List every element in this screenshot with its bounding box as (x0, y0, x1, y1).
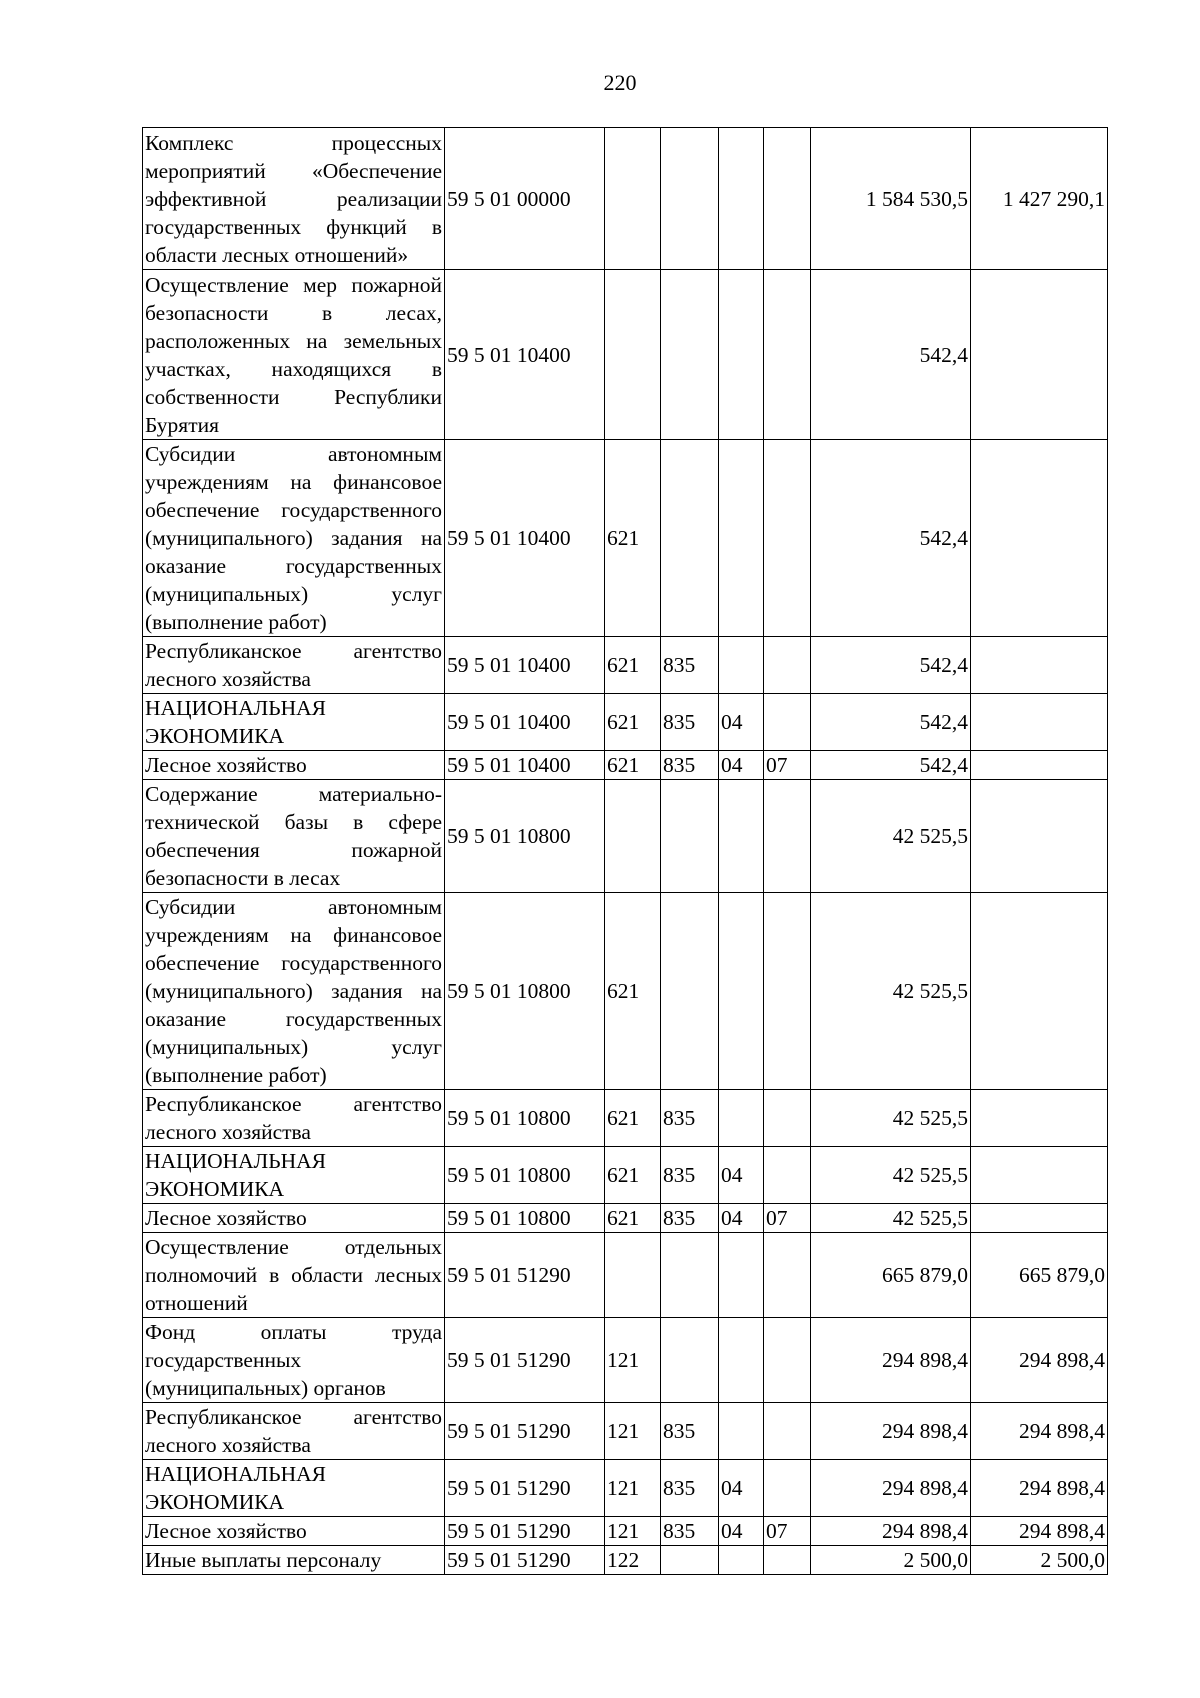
amount-year-2 (971, 270, 1108, 440)
subsection-code: 07 (764, 1204, 811, 1233)
amount-year-1: 294 898,4 (811, 1517, 971, 1546)
ministry-code: 835 (661, 751, 719, 780)
item-name: НАЦИОНАЛЬНАЯ ЭКОНОМИКА (143, 1147, 445, 1204)
section-code: 04 (719, 694, 764, 751)
subsection-code (764, 637, 811, 694)
target-code: 59 5 01 51290 (445, 1318, 605, 1403)
table-row (143, 893, 1108, 1090)
expense-type: 121 (605, 1460, 661, 1517)
table-row (143, 637, 1108, 694)
subsection-code (764, 1460, 811, 1517)
ministry-code (661, 440, 719, 637)
expense-type: 621 (605, 893, 661, 1090)
section-code (719, 1403, 764, 1460)
expense-type (605, 128, 661, 270)
amount-year-1: 294 898,4 (811, 1403, 971, 1460)
target-code: 59 5 01 51290 (445, 1546, 605, 1575)
item-name: Осуществление отдельных полномочий в области лесных отношений (143, 1233, 445, 1318)
expense-type: 122 (605, 1546, 661, 1575)
subsection-code (764, 1403, 811, 1460)
target-code: 59 5 01 51290 (445, 1233, 605, 1318)
section-code: 04 (719, 751, 764, 780)
subsection-code (764, 440, 811, 637)
ministry-code (661, 270, 719, 440)
expense-type: 121 (605, 1318, 661, 1403)
item-name: Субсидии автономным учреждениям на финансовое обеспечение государственного (муниципального) задания на оказание государственных (муниципальных) услуг (выполнение работ) (143, 893, 445, 1090)
table-row (143, 780, 1108, 893)
target-code: 59 5 01 51290 (445, 1460, 605, 1517)
section-code (719, 1546, 764, 1575)
section-code (719, 1318, 764, 1403)
subsection-code (764, 270, 811, 440)
table-row (143, 1204, 1108, 1233)
ministry-code (661, 1233, 719, 1318)
item-name: Республиканское агентство лесного хозяйства (143, 1403, 445, 1460)
item-name: Фонд оплаты труда государственных (муниципальных) органов (143, 1318, 445, 1403)
expense-type: 621 (605, 1204, 661, 1233)
table-row (143, 694, 1108, 751)
ministry-code (661, 893, 719, 1090)
amount-year-1: 542,4 (811, 270, 971, 440)
amount-year-2 (971, 1204, 1108, 1233)
expense-type: 121 (605, 1403, 661, 1460)
target-code: 59 5 01 10400 (445, 751, 605, 780)
amount-year-2: 2 500,0 (971, 1546, 1108, 1575)
ministry-code: 835 (661, 1147, 719, 1204)
item-name: Лесное хозяйство (143, 751, 445, 780)
table-row (143, 1318, 1108, 1403)
expense-type (605, 1233, 661, 1318)
item-name: НАЦИОНАЛЬНАЯ ЭКОНОМИКА (143, 694, 445, 751)
table-row (143, 128, 1108, 270)
table-row (143, 1517, 1108, 1546)
amount-year-1: 42 525,5 (811, 1090, 971, 1147)
section-code: 04 (719, 1460, 764, 1517)
amount-year-1: 542,4 (811, 694, 971, 751)
amount-year-1: 542,4 (811, 751, 971, 780)
expense-type (605, 780, 661, 893)
table-row (143, 1403, 1108, 1460)
budget-table (142, 127, 1108, 1575)
subsection-code (764, 780, 811, 893)
expense-type: 621 (605, 751, 661, 780)
target-code: 59 5 01 10400 (445, 440, 605, 637)
amount-year-1: 665 879,0 (811, 1233, 971, 1318)
item-name: Субсидии автономным учреждениям на финансовое обеспечение государственного (муниципального) задания на оказание государственных (муниципальных) услуг (выполнение работ) (143, 440, 445, 637)
target-code: 59 5 01 10800 (445, 1090, 605, 1147)
section-code (719, 1233, 764, 1318)
amount-year-1: 294 898,4 (811, 1318, 971, 1403)
section-code (719, 893, 764, 1090)
ministry-code (661, 1546, 719, 1575)
table-row (143, 440, 1108, 637)
amount-year-2: 1 427 290,1 (971, 128, 1108, 270)
item-name: Лесное хозяйство (143, 1517, 445, 1546)
ministry-code: 835 (661, 1460, 719, 1517)
expense-type: 621 (605, 1090, 661, 1147)
amount-year-2 (971, 1147, 1108, 1204)
subsection-code: 07 (764, 1517, 811, 1546)
amount-year-1: 1 584 530,5 (811, 128, 971, 270)
item-name: Республиканское агентство лесного хозяйства (143, 1090, 445, 1147)
amount-year-2: 665 879,0 (971, 1233, 1108, 1318)
table-row (143, 1090, 1108, 1147)
section-code (719, 270, 764, 440)
expense-type (605, 270, 661, 440)
section-code (719, 128, 764, 270)
subsection-code: 07 (764, 751, 811, 780)
amount-year-1: 42 525,5 (811, 1204, 971, 1233)
table-row (143, 1233, 1108, 1318)
target-code: 59 5 01 51290 (445, 1403, 605, 1460)
section-code: 04 (719, 1517, 764, 1546)
subsection-code (764, 1546, 811, 1575)
item-name: Комплекс процессных мероприятий «Обеспечение эффективной реализации государственных функций в области лесных отношений» (143, 128, 445, 270)
ministry-code (661, 1318, 719, 1403)
item-name: Иные выплаты персоналу (143, 1546, 445, 1575)
amount-year-2 (971, 780, 1108, 893)
item-name: Осуществление мер пожарной безопасности в лесах, расположенных на земельных участках, находящихся в собственности Республики Бурятия (143, 270, 445, 440)
expense-type: 121 (605, 1517, 661, 1546)
amount-year-2 (971, 440, 1108, 637)
section-code (719, 780, 764, 893)
table-row (143, 751, 1108, 780)
section-code: 04 (719, 1204, 764, 1233)
section-code (719, 440, 764, 637)
item-name: НАЦИОНАЛЬНАЯ ЭКОНОМИКА (143, 1460, 445, 1517)
subsection-code (764, 1147, 811, 1204)
section-code (719, 1090, 764, 1147)
amount-year-2 (971, 637, 1108, 694)
amount-year-1: 542,4 (811, 440, 971, 637)
ministry-code (661, 780, 719, 893)
target-code: 59 5 01 00000 (445, 128, 605, 270)
subsection-code (764, 1090, 811, 1147)
amount-year-1: 2 500,0 (811, 1546, 971, 1575)
section-code (719, 637, 764, 694)
target-code: 59 5 01 10800 (445, 893, 605, 1090)
ministry-code: 835 (661, 694, 719, 751)
amount-year-2 (971, 694, 1108, 751)
amount-year-1: 542,4 (811, 637, 971, 694)
amount-year-2 (971, 893, 1108, 1090)
target-code: 59 5 01 10800 (445, 1204, 605, 1233)
ministry-code (661, 128, 719, 270)
amount-year-2: 294 898,4 (971, 1460, 1108, 1517)
expense-type: 621 (605, 440, 661, 637)
target-code: 59 5 01 51290 (445, 1517, 605, 1546)
amount-year-1: 42 525,5 (811, 893, 971, 1090)
item-name: Содержание материально-технической базы в сфере обеспечения пожарной безопасности в лесах (143, 780, 445, 893)
subsection-code (764, 1233, 811, 1318)
expense-type: 621 (605, 637, 661, 694)
item-name: Республиканское агентство лесного хозяйства (143, 637, 445, 694)
table-row (143, 1147, 1108, 1204)
amount-year-2: 294 898,4 (971, 1403, 1108, 1460)
ministry-code: 835 (661, 637, 719, 694)
subsection-code (764, 694, 811, 751)
expense-type: 621 (605, 694, 661, 751)
target-code: 59 5 01 10400 (445, 637, 605, 694)
item-name: Лесное хозяйство (143, 1204, 445, 1233)
subsection-code (764, 128, 811, 270)
target-code: 59 5 01 10400 (445, 270, 605, 440)
ministry-code: 835 (661, 1204, 719, 1233)
amount-year-2 (971, 1090, 1108, 1147)
amount-year-2: 294 898,4 (971, 1517, 1108, 1546)
subsection-code (764, 893, 811, 1090)
amount-year-2: 294 898,4 (971, 1318, 1108, 1403)
target-code: 59 5 01 10400 (445, 694, 605, 751)
ministry-code: 835 (661, 1403, 719, 1460)
target-code: 59 5 01 10800 (445, 780, 605, 893)
amount-year-1: 42 525,5 (811, 1147, 971, 1204)
table-row (143, 1546, 1108, 1575)
expense-type: 621 (605, 1147, 661, 1204)
table-row (143, 1460, 1108, 1517)
ministry-code: 835 (661, 1517, 719, 1546)
amount-year-1: 42 525,5 (811, 780, 971, 893)
section-code: 04 (719, 1147, 764, 1204)
amount-year-2 (971, 751, 1108, 780)
page-number: 220 (603, 70, 637, 95)
table-row (143, 270, 1108, 440)
ministry-code: 835 (661, 1090, 719, 1147)
subsection-code (764, 1318, 811, 1403)
amount-year-1: 294 898,4 (811, 1460, 971, 1517)
target-code: 59 5 01 10800 (445, 1147, 605, 1204)
